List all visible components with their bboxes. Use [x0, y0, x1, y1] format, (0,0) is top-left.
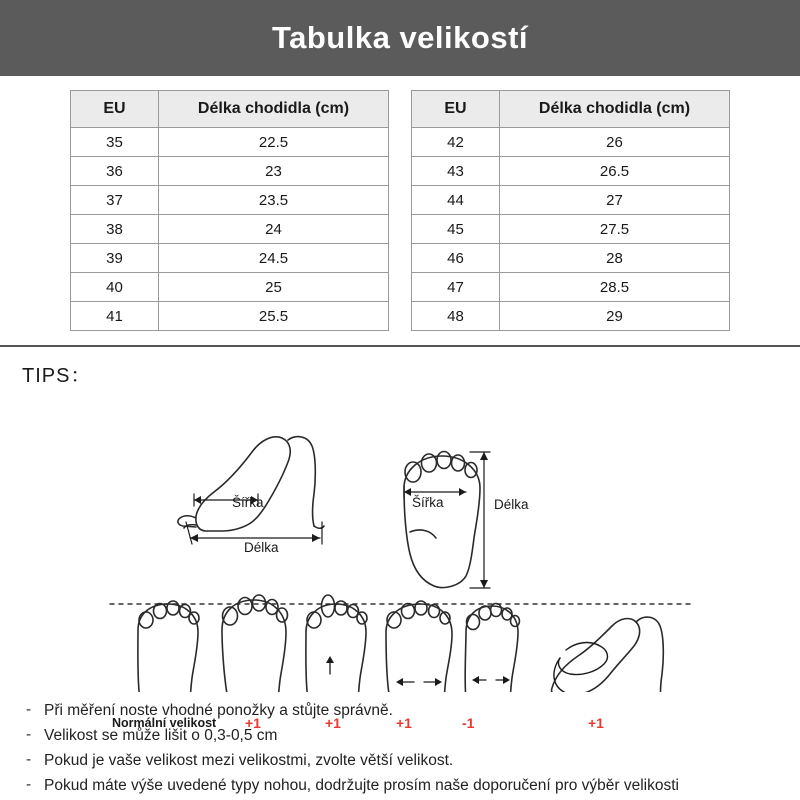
cell-eu: 47: [412, 273, 500, 302]
table-row: [412, 302, 730, 331]
tips-label: TIPS：: [22, 365, 92, 387]
column-header-length: Délka chodidla (cm): [500, 91, 730, 128]
table-row: [412, 244, 730, 273]
list-item: - Velikost se může lišit o 0,3-0,5 cm: [26, 723, 800, 748]
cell-length: 24: [159, 215, 389, 244]
cell-length: 26.5: [500, 157, 730, 186]
cell-eu: 36: [71, 157, 159, 186]
top-width-label: Šířka: [412, 495, 444, 510]
list-item: - Při měření noste vhodné ponožky a stůjte správně.: [26, 698, 800, 723]
list-item: - Pokud je vaše velikost mezi velikostmi, zvolte větší velikost.: [26, 748, 800, 773]
side-width-label: Šířka: [232, 495, 264, 510]
table-row: [71, 302, 389, 331]
cell-length: 23: [159, 157, 389, 186]
table-row: [412, 215, 730, 244]
cell-eu: 37: [71, 186, 159, 215]
table-row: [412, 186, 730, 215]
table-row: [71, 186, 389, 215]
table-header-row: [412, 91, 730, 128]
list-item: - Pokud máte výše uvedené typy nohou, dodržujte prosím naše doporučení pro výběr velikosti: [26, 773, 800, 798]
column-header-eu: EU: [412, 91, 500, 128]
page-title: Tabulka velikostí: [271, 20, 528, 55]
table-row: [71, 157, 389, 186]
cell-length: 23.5: [159, 186, 389, 215]
cell-length: 25: [159, 273, 389, 302]
cell-length: 27: [500, 186, 730, 215]
table-row: [71, 128, 389, 157]
cell-length: 26: [500, 128, 730, 157]
cell-eu: 44: [412, 186, 500, 215]
cell-eu: 43: [412, 157, 500, 186]
column-header-eu: EU: [71, 91, 159, 128]
size-table-left: [70, 90, 389, 331]
notes-list: [0, 698, 800, 798]
cell-length: 22.5: [159, 128, 389, 157]
column-header-length: Délka chodidla (cm): [159, 91, 389, 128]
foot-label-normal: Normální velikost: [112, 716, 217, 730]
table-row: [412, 157, 730, 186]
cell-eu: 46: [412, 244, 500, 273]
cell-eu: 40: [71, 273, 159, 302]
cell-eu: 39: [71, 244, 159, 273]
foot-label-plus1-d: +1: [588, 715, 604, 731]
cell-length: 29: [500, 302, 730, 331]
cell-length: 25.5: [159, 302, 389, 331]
table-row: [71, 215, 389, 244]
side-length-label: Délka: [244, 540, 279, 555]
cell-length: 28: [500, 244, 730, 273]
table-row: [412, 128, 730, 157]
size-table-right: [411, 90, 730, 331]
cell-eu: 38: [71, 215, 159, 244]
table-row: [412, 273, 730, 302]
cell-length: 27.5: [500, 215, 730, 244]
foot-label-minus1: -1: [462, 715, 475, 731]
foot-label-plus1-c: +1: [396, 715, 412, 731]
table-row: [71, 244, 389, 273]
cell-eu: 48: [412, 302, 500, 331]
top-length-label: Délka: [494, 497, 529, 512]
foot-label-plus1-b: +1: [325, 715, 341, 731]
foot-label-plus1-a: +1: [245, 715, 261, 731]
page-header: [0, 0, 800, 76]
cell-length: 28.5: [500, 273, 730, 302]
table-row: [71, 273, 389, 302]
cell-length: 24.5: [159, 244, 389, 273]
cell-eu: 41: [71, 302, 159, 331]
size-tables: [0, 76, 800, 331]
cell-eu: 42: [412, 128, 500, 157]
cell-eu: 35: [71, 128, 159, 157]
cell-eu: 45: [412, 215, 500, 244]
section-divider: [0, 345, 800, 347]
table-header-row: [71, 91, 389, 128]
